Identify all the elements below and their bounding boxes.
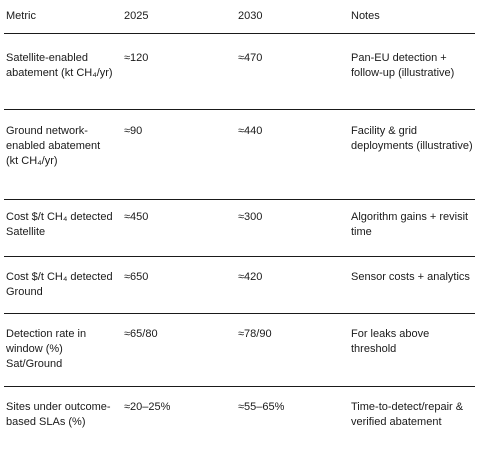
table-row xyxy=(4,34,475,110)
cell-metric: Sites under outcome-based SLAs (%) xyxy=(6,401,111,428)
cell-2025: ≈650 xyxy=(124,271,149,283)
cell-2025: ≈450 xyxy=(124,211,149,223)
cell-2025: ≈65/80 xyxy=(124,328,158,340)
table-row xyxy=(4,200,475,257)
header-2030: 2030 xyxy=(238,10,263,22)
cell-metric: Cost $/t CH₄ detected Satellite xyxy=(6,211,113,238)
table-row xyxy=(4,387,475,454)
cell-notes: Facility & grid deployments (illustrative) xyxy=(351,125,473,152)
cell-2030: ≈420 xyxy=(238,271,263,283)
cell-2030: ≈440 xyxy=(238,125,263,137)
cell-notes: Algorithm gains + revisit time xyxy=(351,211,469,238)
table-row xyxy=(4,257,475,314)
cell-2025: ≈20–25% xyxy=(124,401,171,413)
cell-notes: For leaks above threshold xyxy=(351,328,430,355)
header-metric: Metric xyxy=(6,10,36,22)
header-notes: Notes xyxy=(351,10,380,22)
cell-2030: ≈470 xyxy=(238,52,263,64)
cell-metric: Satellite-enabled abatement (kt CH₄/yr) xyxy=(6,52,113,79)
cell-2025: ≈120 xyxy=(124,52,149,64)
cell-metric: Detection rate in window (%) Sat/Ground xyxy=(6,328,87,370)
metrics-table xyxy=(4,0,475,454)
table-row xyxy=(4,110,475,200)
cell-notes: Pan-EU detection + follow-up (illustrative) xyxy=(351,52,455,79)
cell-2030: ≈300 xyxy=(238,211,263,223)
cell-metric: Cost $/t CH₄ detected Ground xyxy=(6,271,113,298)
table-row xyxy=(4,314,475,387)
cell-2025: ≈90 xyxy=(124,125,143,137)
cell-2030: ≈78/90 xyxy=(238,328,272,340)
header-2025: 2025 xyxy=(124,10,149,22)
cell-notes: Sensor costs + analytics xyxy=(351,271,470,283)
cell-2030: ≈55–65% xyxy=(238,401,285,413)
table-header-row xyxy=(4,0,475,34)
cell-notes: Time-to-detect/repair & verified abatement xyxy=(351,401,464,428)
cell-metric: Ground network-enabled abatement (kt CH₄/yr) xyxy=(6,125,101,167)
